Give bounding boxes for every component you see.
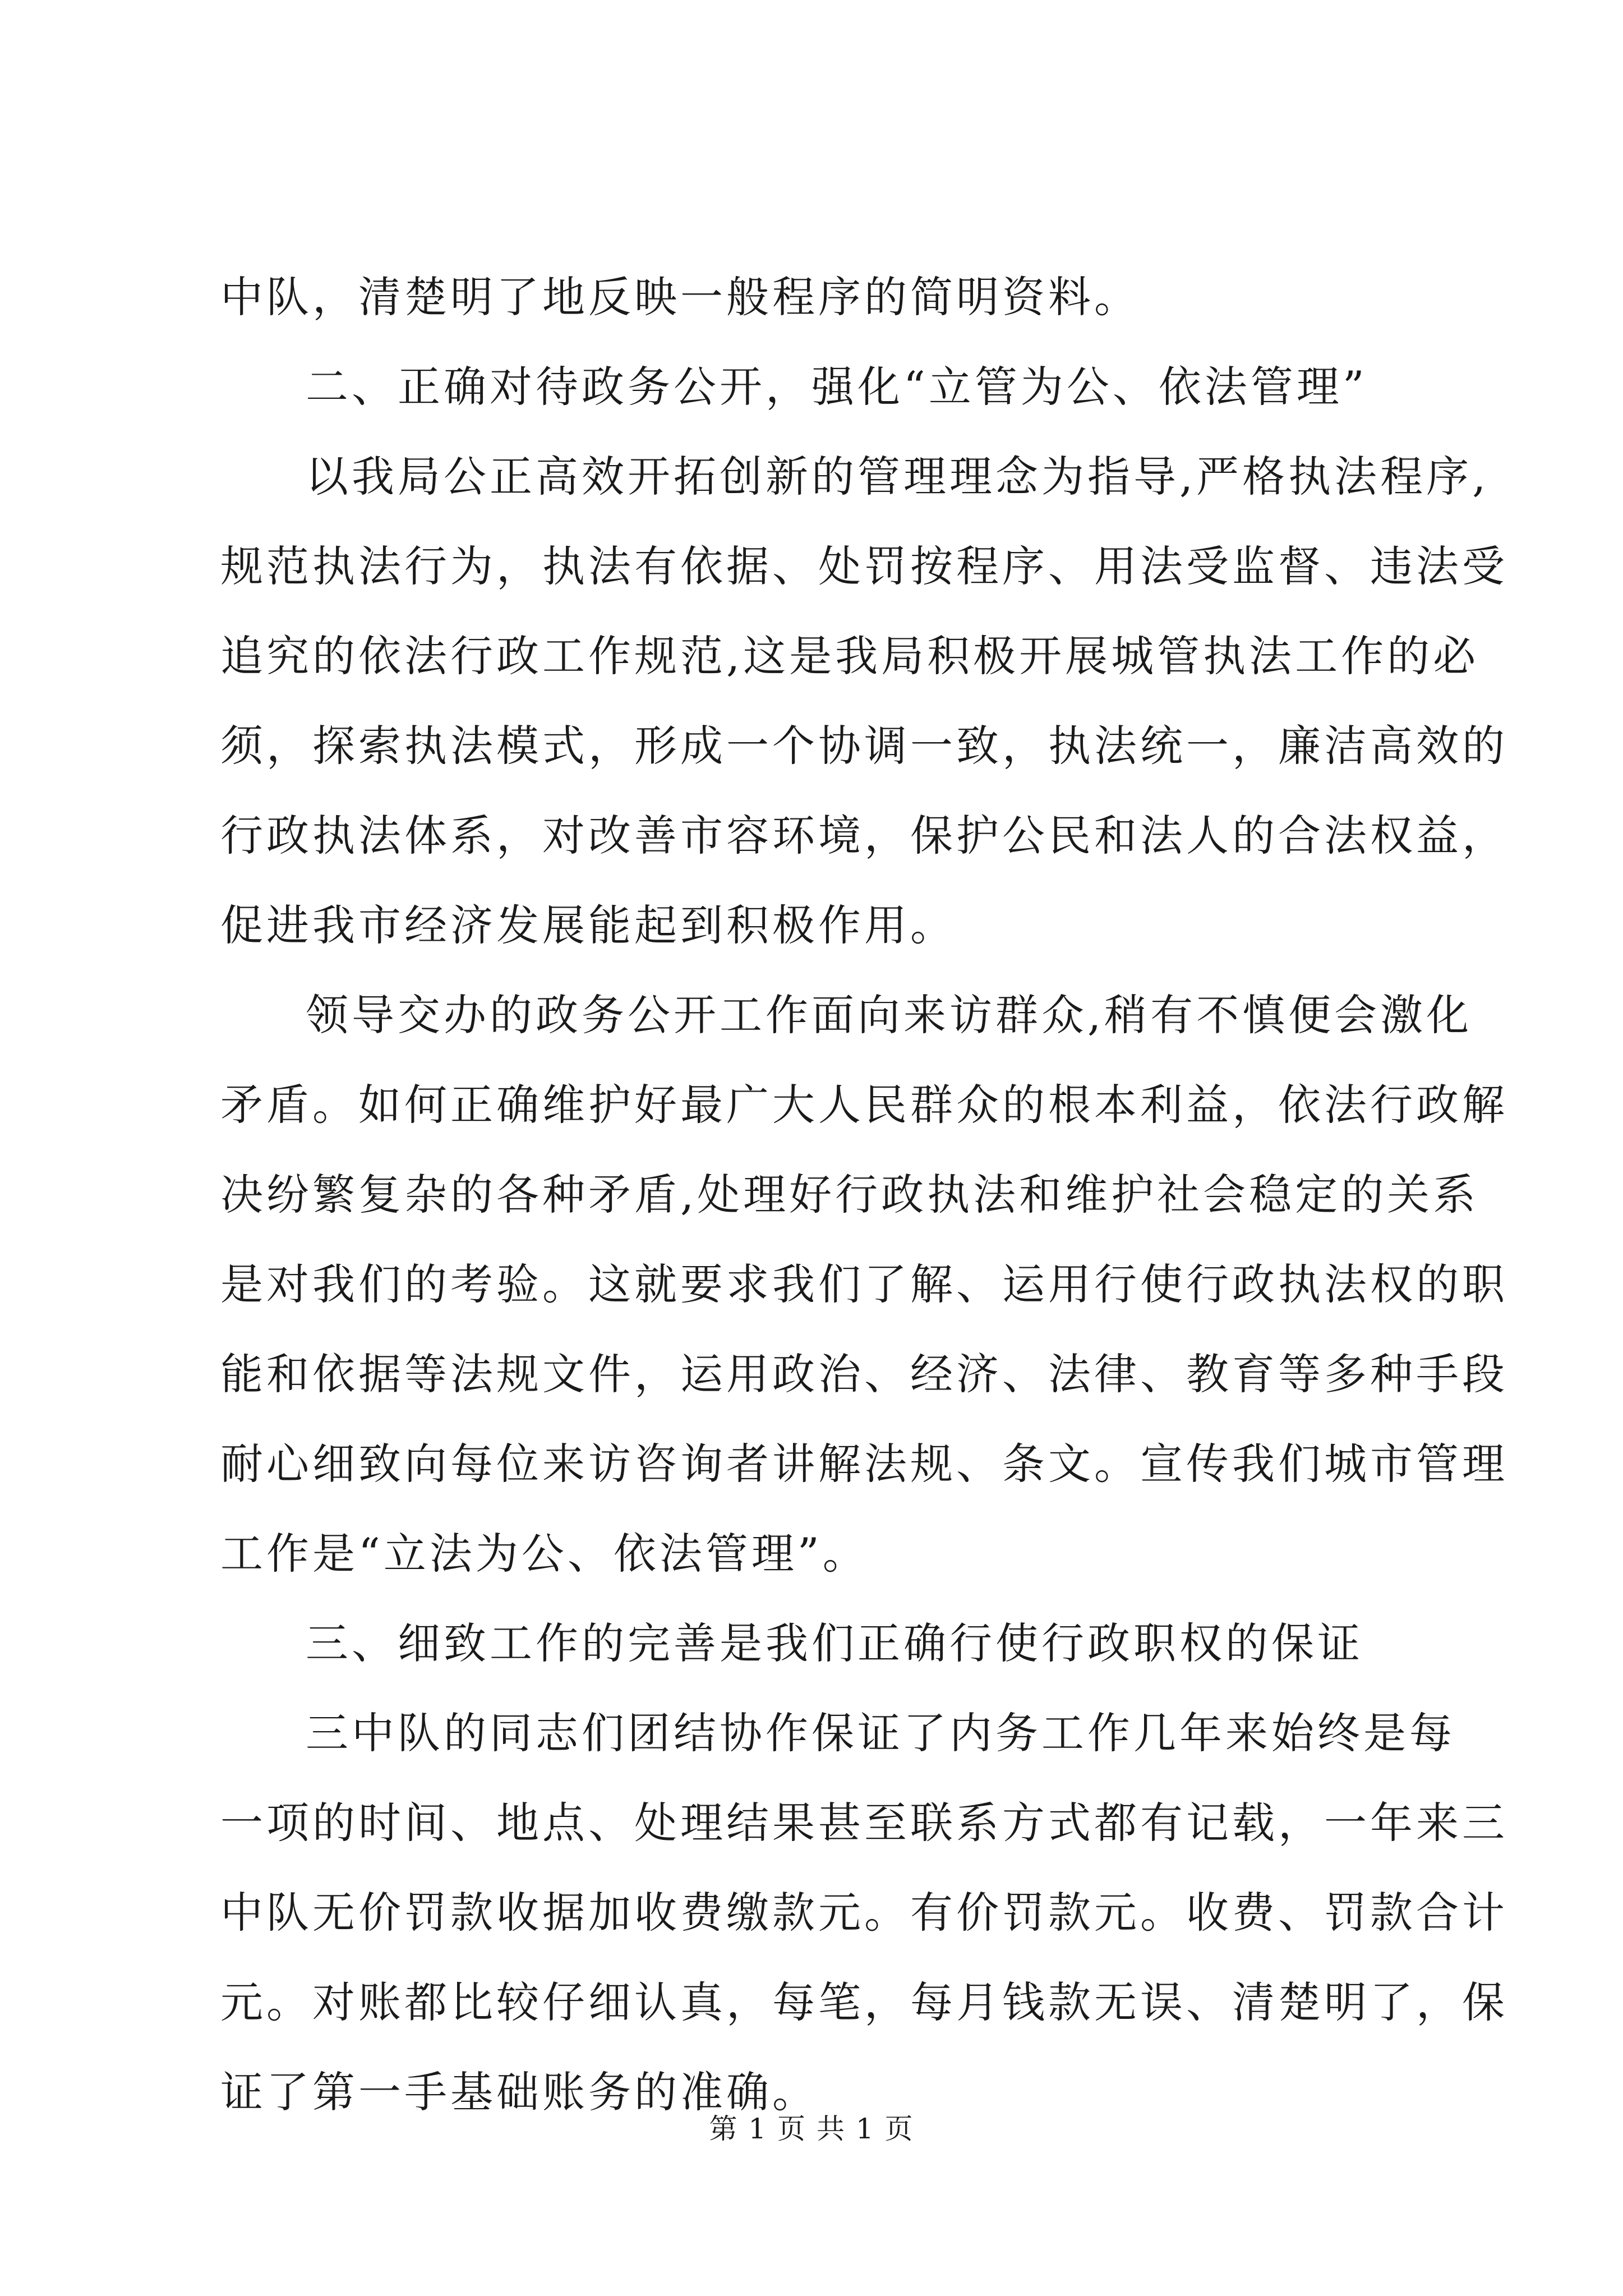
- text-line: 耐心细致向每位来访咨询者讲解法规、条文。宣传我们城市管理: [220, 1439, 1508, 1489]
- text-line: 一项的时间、地点、处理结果甚至联系方式都有记载，一年来三: [220, 1798, 1508, 1848]
- text-line: 以我局公正高效开拓创新的管理理念为指导,严格执法程序,: [306, 452, 1490, 501]
- text-line: 矛盾。如何正确维护好最广大人民群众的根本利益，依法行政解: [220, 1080, 1508, 1130]
- text-line: 促进我市经济发展能起到积极作用。: [220, 900, 956, 950]
- text-line: 是对我们的考验。这就要求我们了解、运用行使行政执法权的职: [220, 1259, 1508, 1309]
- page-footer: 第 1 页 共 1 页: [709, 2113, 914, 2145]
- text-line: 规范执法行为，执法有依据、处罚按程序、用法受监督、违法受: [220, 541, 1508, 591]
- text-line: 证了第一手基础账务的准确。: [220, 2067, 818, 2117]
- text-line: 须，探索执法模式，形成一个协调一致，执法统一，廉洁高效的: [220, 721, 1508, 771]
- text-line: 能和依据等法规文件，运用政治、经济、法律、教育等多种手段: [220, 1349, 1508, 1399]
- text-line: 中队无价罚款收据加收费缴款元。有价罚款元。收费、罚款合计: [220, 1888, 1508, 1938]
- section-heading-2: 二、正确对待政务公开，强化“立管为公、依法管理”: [306, 362, 1368, 412]
- text-line: 中队，清楚明了地反映一般程序的简明资料。: [220, 272, 1140, 322]
- text-line: 元。对账都比较仔细认真，每笔，每月钱款无误、清楚明了，保: [220, 1977, 1508, 2027]
- text-line: 追究的依法行政工作规范,这是我局积极开展城管执法工作的必: [220, 631, 1479, 681]
- text-line: 三中队的同志们团结协作保证了内务工作几年来始终是每: [306, 1708, 1455, 1758]
- text-line: 行政执法体系，对改善市容环境，保护公民和法人的合法权益，: [220, 811, 1508, 861]
- text-line: 决纷繁复杂的各种矛盾,处理好行政执法和维护社会稳定的关系: [220, 1170, 1479, 1220]
- text-line: 工作是“立法为公、依法管理”。: [220, 1529, 869, 1579]
- text-line: 领导交办的政务公开工作面向来访群众,稍有不慎便会激化: [306, 990, 1473, 1040]
- section-heading-3: 三、细致工作的完善是我们正确行使行政职权的保证: [306, 1618, 1363, 1668]
